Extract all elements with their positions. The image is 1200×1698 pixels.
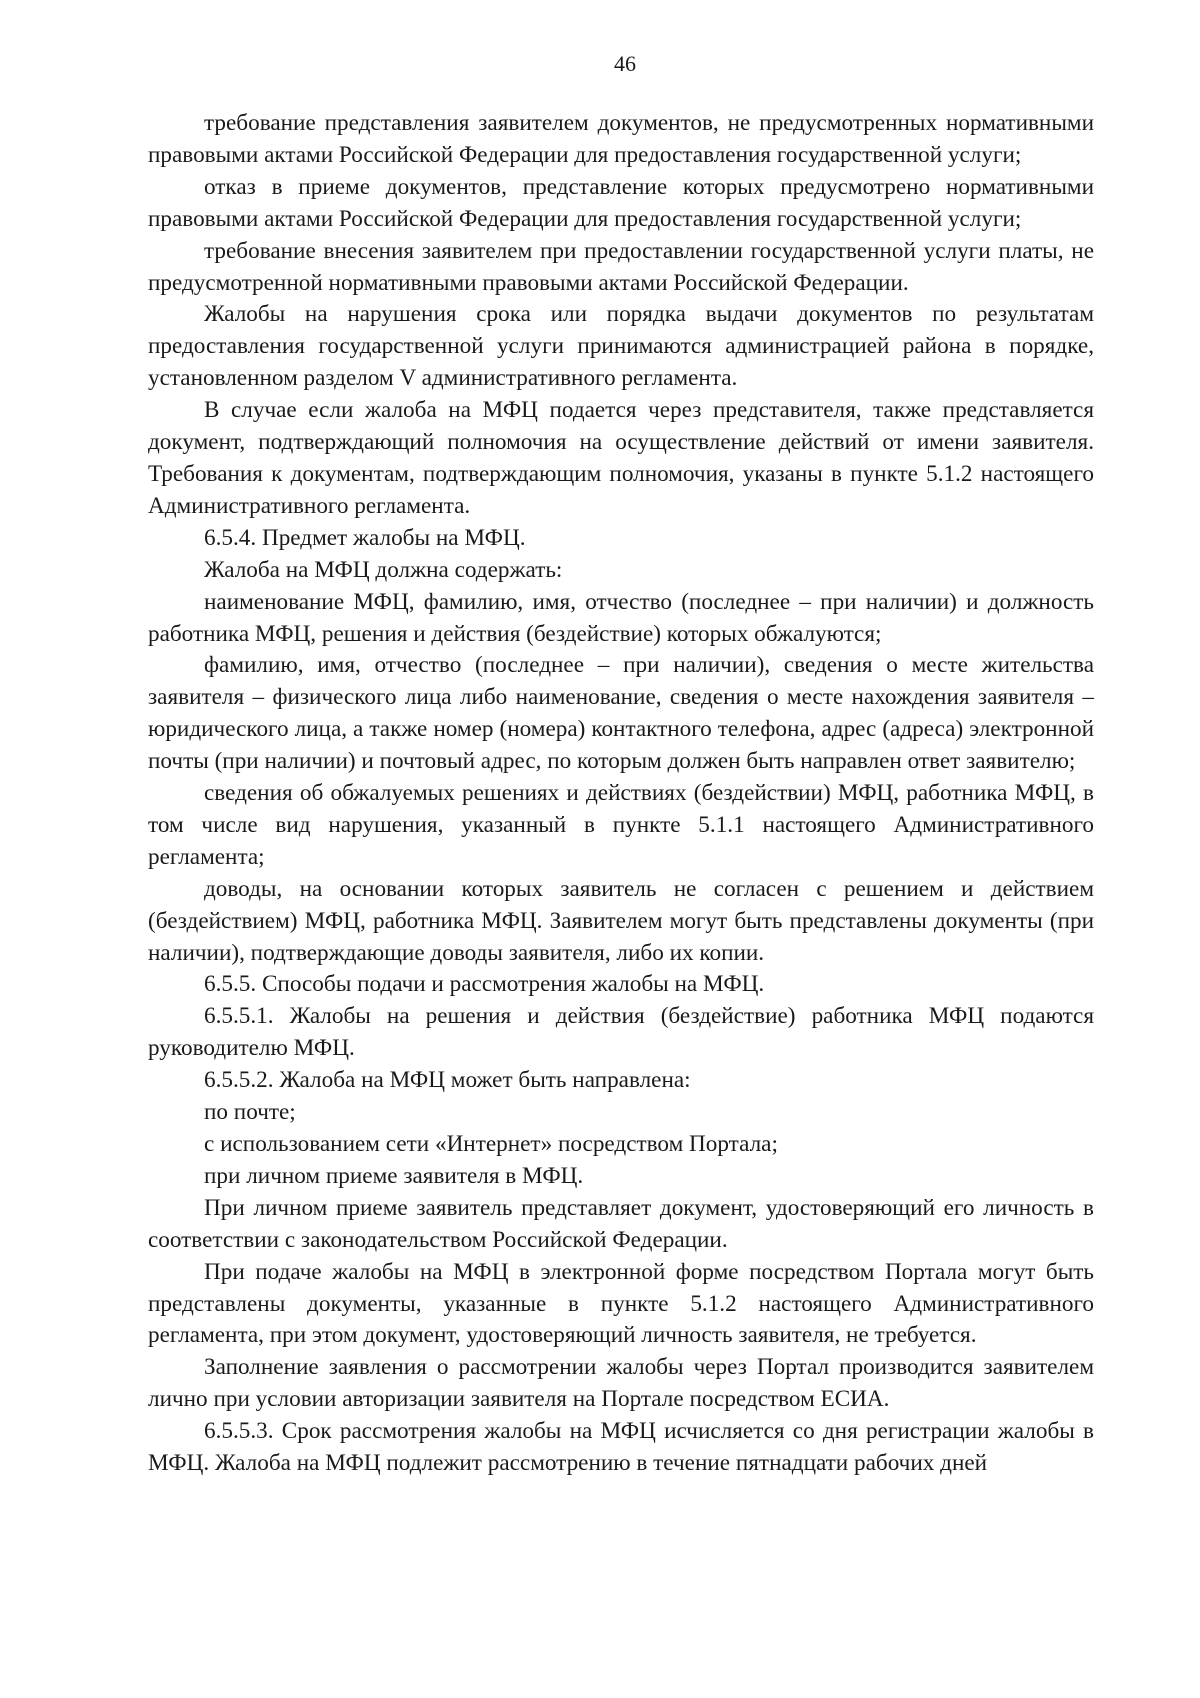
list-item: с использованием сети «Интернет» посредством Портала; [204, 1131, 778, 1157]
paragraph: При подаче жалобы на МФЦ в электронной форме посредством Портала могут быть представлены документы, указанные в пункте 5.1.2 настоящего Административного регламента, при этом документ, удостоверяющий личность заявителя, не требуется. [148, 1258, 1094, 1349]
paragraph: требование представления заявителем документов, не предусмотренных нормативными правовыми актами Российской Федерации для предоставления государственной услуги; [148, 110, 1094, 168]
paragraph: сведения об обжалуемых решениях и действиях (бездействии) МФЦ, работника МФЦ, в том числе вид нарушения, указанный в пункте 5.1.1 настоящего Административного регламента; [148, 780, 1094, 870]
list-item: по почте; [204, 1099, 296, 1126]
paragraph: наименование МФЦ, фамилию, имя, отчество (последнее – при наличии) и должность работника МФЦ, решения и действия (бездействие) которых обжалуются; [148, 588, 1094, 647]
section-heading: 6.5.5. Способы подачи и рассмотрения жалобы на МФЦ. [204, 971, 765, 998]
section-heading: 6.5.4. Предмет жалобы на МФЦ. [204, 524, 526, 551]
paragraph: Жалоба на МФЦ должна содержать: [204, 556, 563, 583]
paragraph: В случае если жалоба на МФЦ подается через представителя, также представляется документ, подтверждающий полномочия на осуществление действий от имени заявителя. Требования к документам, подтверждающим полномочия, указаны в пункте 5.1.2 настоящего Административного регламента. [148, 397, 1094, 519]
paragraph: Заполнение заявления о рассмотрении жалобы через Портал производится заявителем лично при условии авторизации заявителя на Портале посредством ЕСИА. [148, 1354, 1094, 1413]
page-number: 46 [614, 51, 636, 76]
list-item: при личном приеме заявителя в МФЦ. [204, 1162, 584, 1189]
paragraph: Жалобы на нарушения срока или порядка выдачи документов по результатам предоставления государственной услуги принимаются администрацией района в порядке, установленном разделом V административного регламента. [148, 301, 1094, 392]
document-body [148, 108, 1094, 1480]
paragraph: При личном приеме заявитель представляет документ, удостоверяющий его личность в соответствии с законодательством Российской Федерации. [148, 1194, 1094, 1253]
paragraph: 6.5.5.3. Срок рассмотрения жалобы на МФЦ исчисляется со дня регистрации жалобы в МФЦ. Жалоба на МФЦ подлежит рассмотрению в течение пятнадцати рабочих дней [148, 1418, 1094, 1477]
paragraph: отказ в приеме документов, представление которых предусмотрено нормативными правовыми актами Российской Федерации для предоставления государственной услуги; [148, 173, 1094, 232]
paragraph: фамилию, имя, отчество (последнее – при наличии), сведения о месте жительства заявителя – физического лица либо наименование, сведения о месте нахождения заявителя – юридического лица, а также номер (номера) контактного телефона, адрес (адреса) электронной почты (при наличии) и почтовый адрес, по которым должен быть направлен ответ заявителю; [148, 652, 1094, 775]
paragraph: требование внесения заявителем при предоставлении государственной услуги платы, не предусмотренной нормативными правовыми актами Российской Федерации. [148, 237, 1094, 296]
paragraph: 6.5.5.2. Жалоба на МФЦ может быть направлена: [204, 1067, 691, 1094]
paragraph: доводы, на основании которых заявитель не согласен с решением и действием (бездействием) МФЦ, работника МФЦ. Заявителем могут быть представлены документы (при наличии), подтверждающие доводы заявителя, либо их копии. [148, 875, 1094, 966]
paragraph: 6.5.5.1. Жалобы на решения и действия (бездействие) работника МФЦ подаются руководителю МФЦ. [148, 1003, 1094, 1062]
